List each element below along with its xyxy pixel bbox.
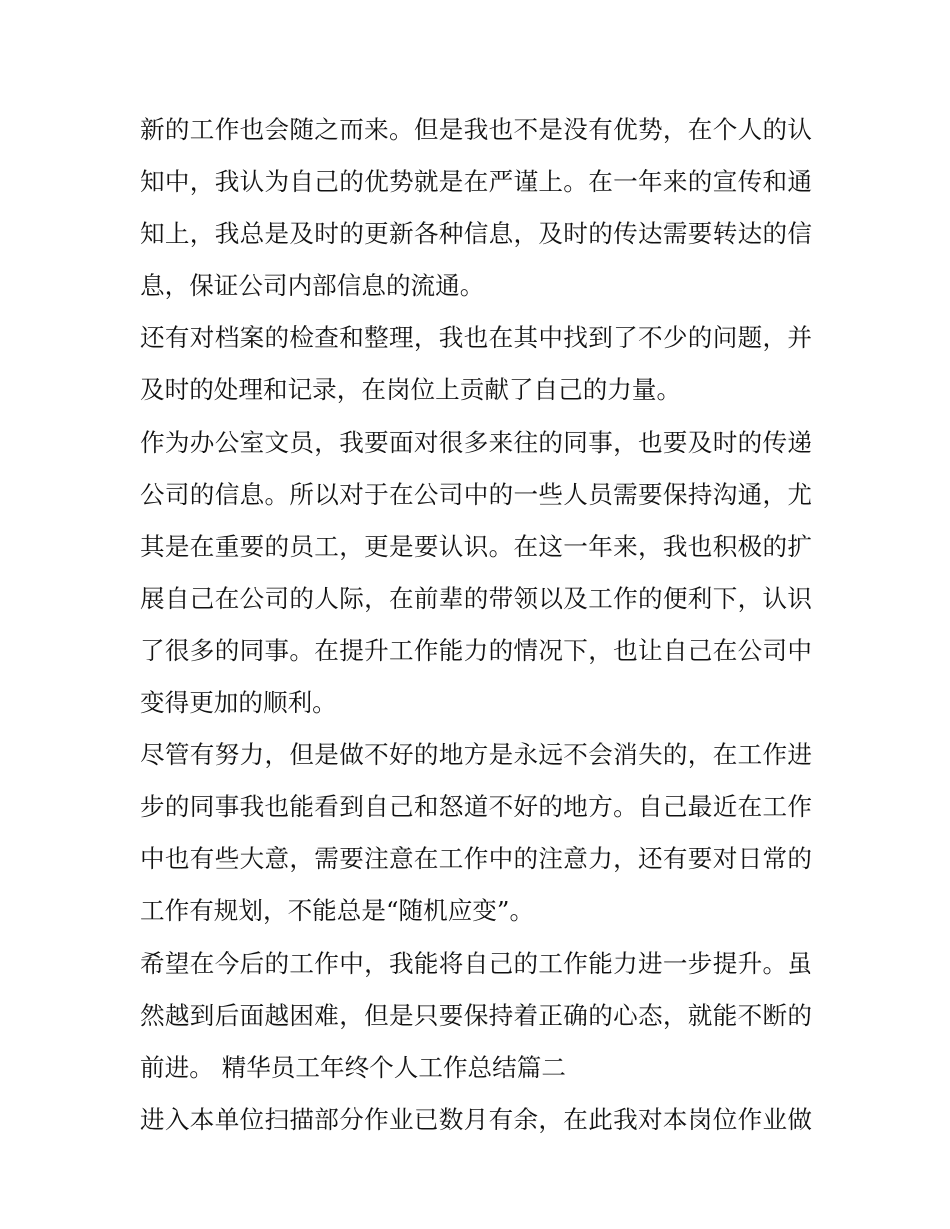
text-line: 然越到后面越困难，但是只要保持着正确的心态，就能不断的: [140, 1000, 812, 1030]
text-line: 知上，我总是及时的更新各种信息，及时的传达需要转达的信: [140, 219, 812, 249]
text-line: 作为办公室文员，我要面对很多来往的同事，也要及时的传递: [140, 427, 812, 457]
text-line: 还有对档案的检查和整理，我也在其中找到了不少的问题，并: [140, 323, 812, 353]
text-line: 工作有规划，不能总是“随机应变”。: [140, 896, 535, 926]
text-line: 及时的处理和记录，在岗位上贡献了自己的力量。: [140, 375, 682, 405]
text-line: 展自己在公司的人际，在前辈的带领以及工作的便利下，认识: [140, 583, 812, 613]
text-line: 进入本单位扫描部分作业已数月有余，在此我对本岗位作业做: [140, 1104, 812, 1134]
text-line: 步的同事我也能看到自己和怒道不好的地方。自己最近在工作: [140, 792, 812, 822]
text-line: 中也有些大意，需要注意在工作中的注意力，还有要对日常的: [140, 844, 812, 874]
body-text: [140, 104, 812, 1146]
text-line: 其是在重要的员工，更是要认识。在这一年来，我也积极的扩: [140, 531, 812, 561]
text-line: 知中，我认为自己的优势就是在严谨上。在一年来的宣传和通: [140, 167, 812, 197]
text-line: 息，保证公司内部信息的流通。: [140, 271, 485, 301]
text-line: 新的工作也会随之而来。但是我也不是没有优势，在个人的认: [140, 115, 812, 144]
text-line: 公司的信息。所以对于在公司中的一些人员需要保持沟通，尤: [140, 479, 812, 509]
text-line: 希望在今后的工作中，我能将自己的工作能力进一步提升。虽: [140, 948, 812, 978]
text-line: 尽管有努力，但是做不好的地方是永远不会消失的，在工作进: [140, 740, 812, 770]
text-line: 了很多的同事。在提升工作能力的情况下，也让自己在公司中: [140, 635, 812, 665]
text-line: 前进。 精华员工年终个人工作总结篇二: [140, 1052, 566, 1082]
text-line: 变得更加的顺利。: [140, 688, 337, 718]
